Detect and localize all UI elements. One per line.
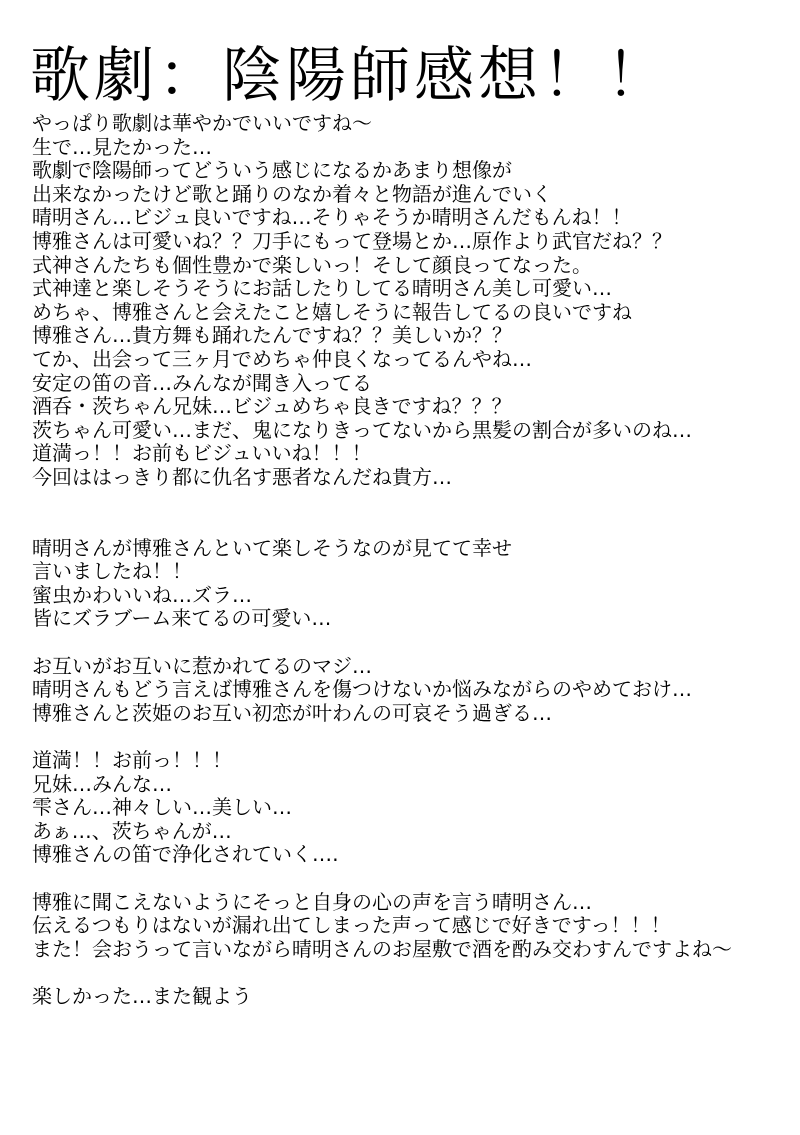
text-line: 雫さん…神々しい…美しい… [32, 795, 292, 820]
text-line: 道満っ！！お前もビジュいいね！！！ [32, 441, 372, 466]
text-line: 今回ははっきり都に仇名す悪者なんだね貴方… [32, 464, 452, 489]
text-line: 式神さんたちも個性豊かで楽しいっ！そして顔良ってなった。 [32, 252, 592, 277]
text-line: 言いましたね！！ [32, 559, 192, 584]
text-line: めちゃ、博雅さんと会えたこと嬉しそうに報告してるの良いですね [32, 299, 632, 324]
text-line: 酒呑・茨ちゃん兄妹…ビジュめちゃ良きですね？？？ [32, 394, 512, 419]
text-line: 歌劇で陰陽師ってどういう感じになるかあまり想像が [32, 158, 512, 183]
text-line: やっぱり歌劇は華やかでいいですね〜 [32, 111, 372, 135]
text-line: 晴明さんもどう言えば博雅さんを傷つけないか悩みながらのやめておけ… [32, 677, 692, 702]
text-line: 式神達と楽しそうそうにお話したりしてる晴明さん美し可愛い… [32, 276, 612, 301]
text-line: 茨ちゃん可愛い…まだ、鬼になりきってないから黒髪の割合が多いのね… [32, 417, 692, 442]
document-body [32, 112, 792, 1009]
text-line: 楽しかった…また観よう [32, 983, 252, 1008]
blank-line [32, 725, 792, 749]
text-line: 博雅さんと茨姫のお互い初恋が叶わんの可哀そう過ぎる… [32, 700, 552, 725]
text-line: 博雅さんの笛で浄化されていく‥‥ [32, 842, 339, 867]
text-line: 安定の笛の音…みんなが聞き入ってる [32, 370, 372, 395]
blank-line [32, 631, 792, 655]
text-line: お互いがお互いに惹かれてるのマジ… [32, 653, 372, 678]
text-line: また！会おうって言いながら晴明さんのお屋敷で酒を酌み交わすんですよね〜 [32, 936, 732, 961]
text-line: 晴明さんが博雅さんといて楽しそうなのが見てて幸せ [32, 535, 512, 560]
text-line: てか、出会って三ヶ月でめちゃ仲良くなってるんやね… [32, 346, 532, 371]
text-line: 出来なかったけど歌と踊りのなか着々と物語が進んでいく [32, 181, 552, 206]
text-line: 生で…見たかった… [32, 134, 212, 159]
text-line: 兄妹…みんな… [32, 771, 172, 796]
blank-line [32, 867, 792, 891]
text-line: 博雅さんは可愛いね？？刀手にもって登場とか…原作より武官だね？？ [32, 228, 672, 253]
blank-line [32, 961, 792, 985]
text-line: 博雅に聞こえないようにそっと自身の心の声を言う晴明さん… [32, 889, 592, 914]
text-line: 博雅さん…貴方舞も踊れたんですね？？美しいか？？ [32, 323, 512, 348]
text-line: 伝えるつもりはないが漏れ出てしまった声って感じで好きですっ！！！ [32, 913, 671, 938]
text-line: 蜜虫かわいいね…ズラ… [32, 582, 252, 607]
text-line: 道満！！お前っ！！！ [32, 748, 232, 773]
text-line: 晴明さん…ビジュ良いですね…そりゃそうか晴明さんだもんね！！ [32, 205, 632, 230]
page-title: 歌劇：陰陽師感想！！ [30, 41, 670, 111]
blank-line [32, 513, 792, 537]
text-line: あぁ…、茨ちゃんが… [32, 818, 232, 843]
text-line: 皆にズラブーム来てるの可愛い… [32, 606, 332, 631]
blank-line [32, 490, 792, 514]
